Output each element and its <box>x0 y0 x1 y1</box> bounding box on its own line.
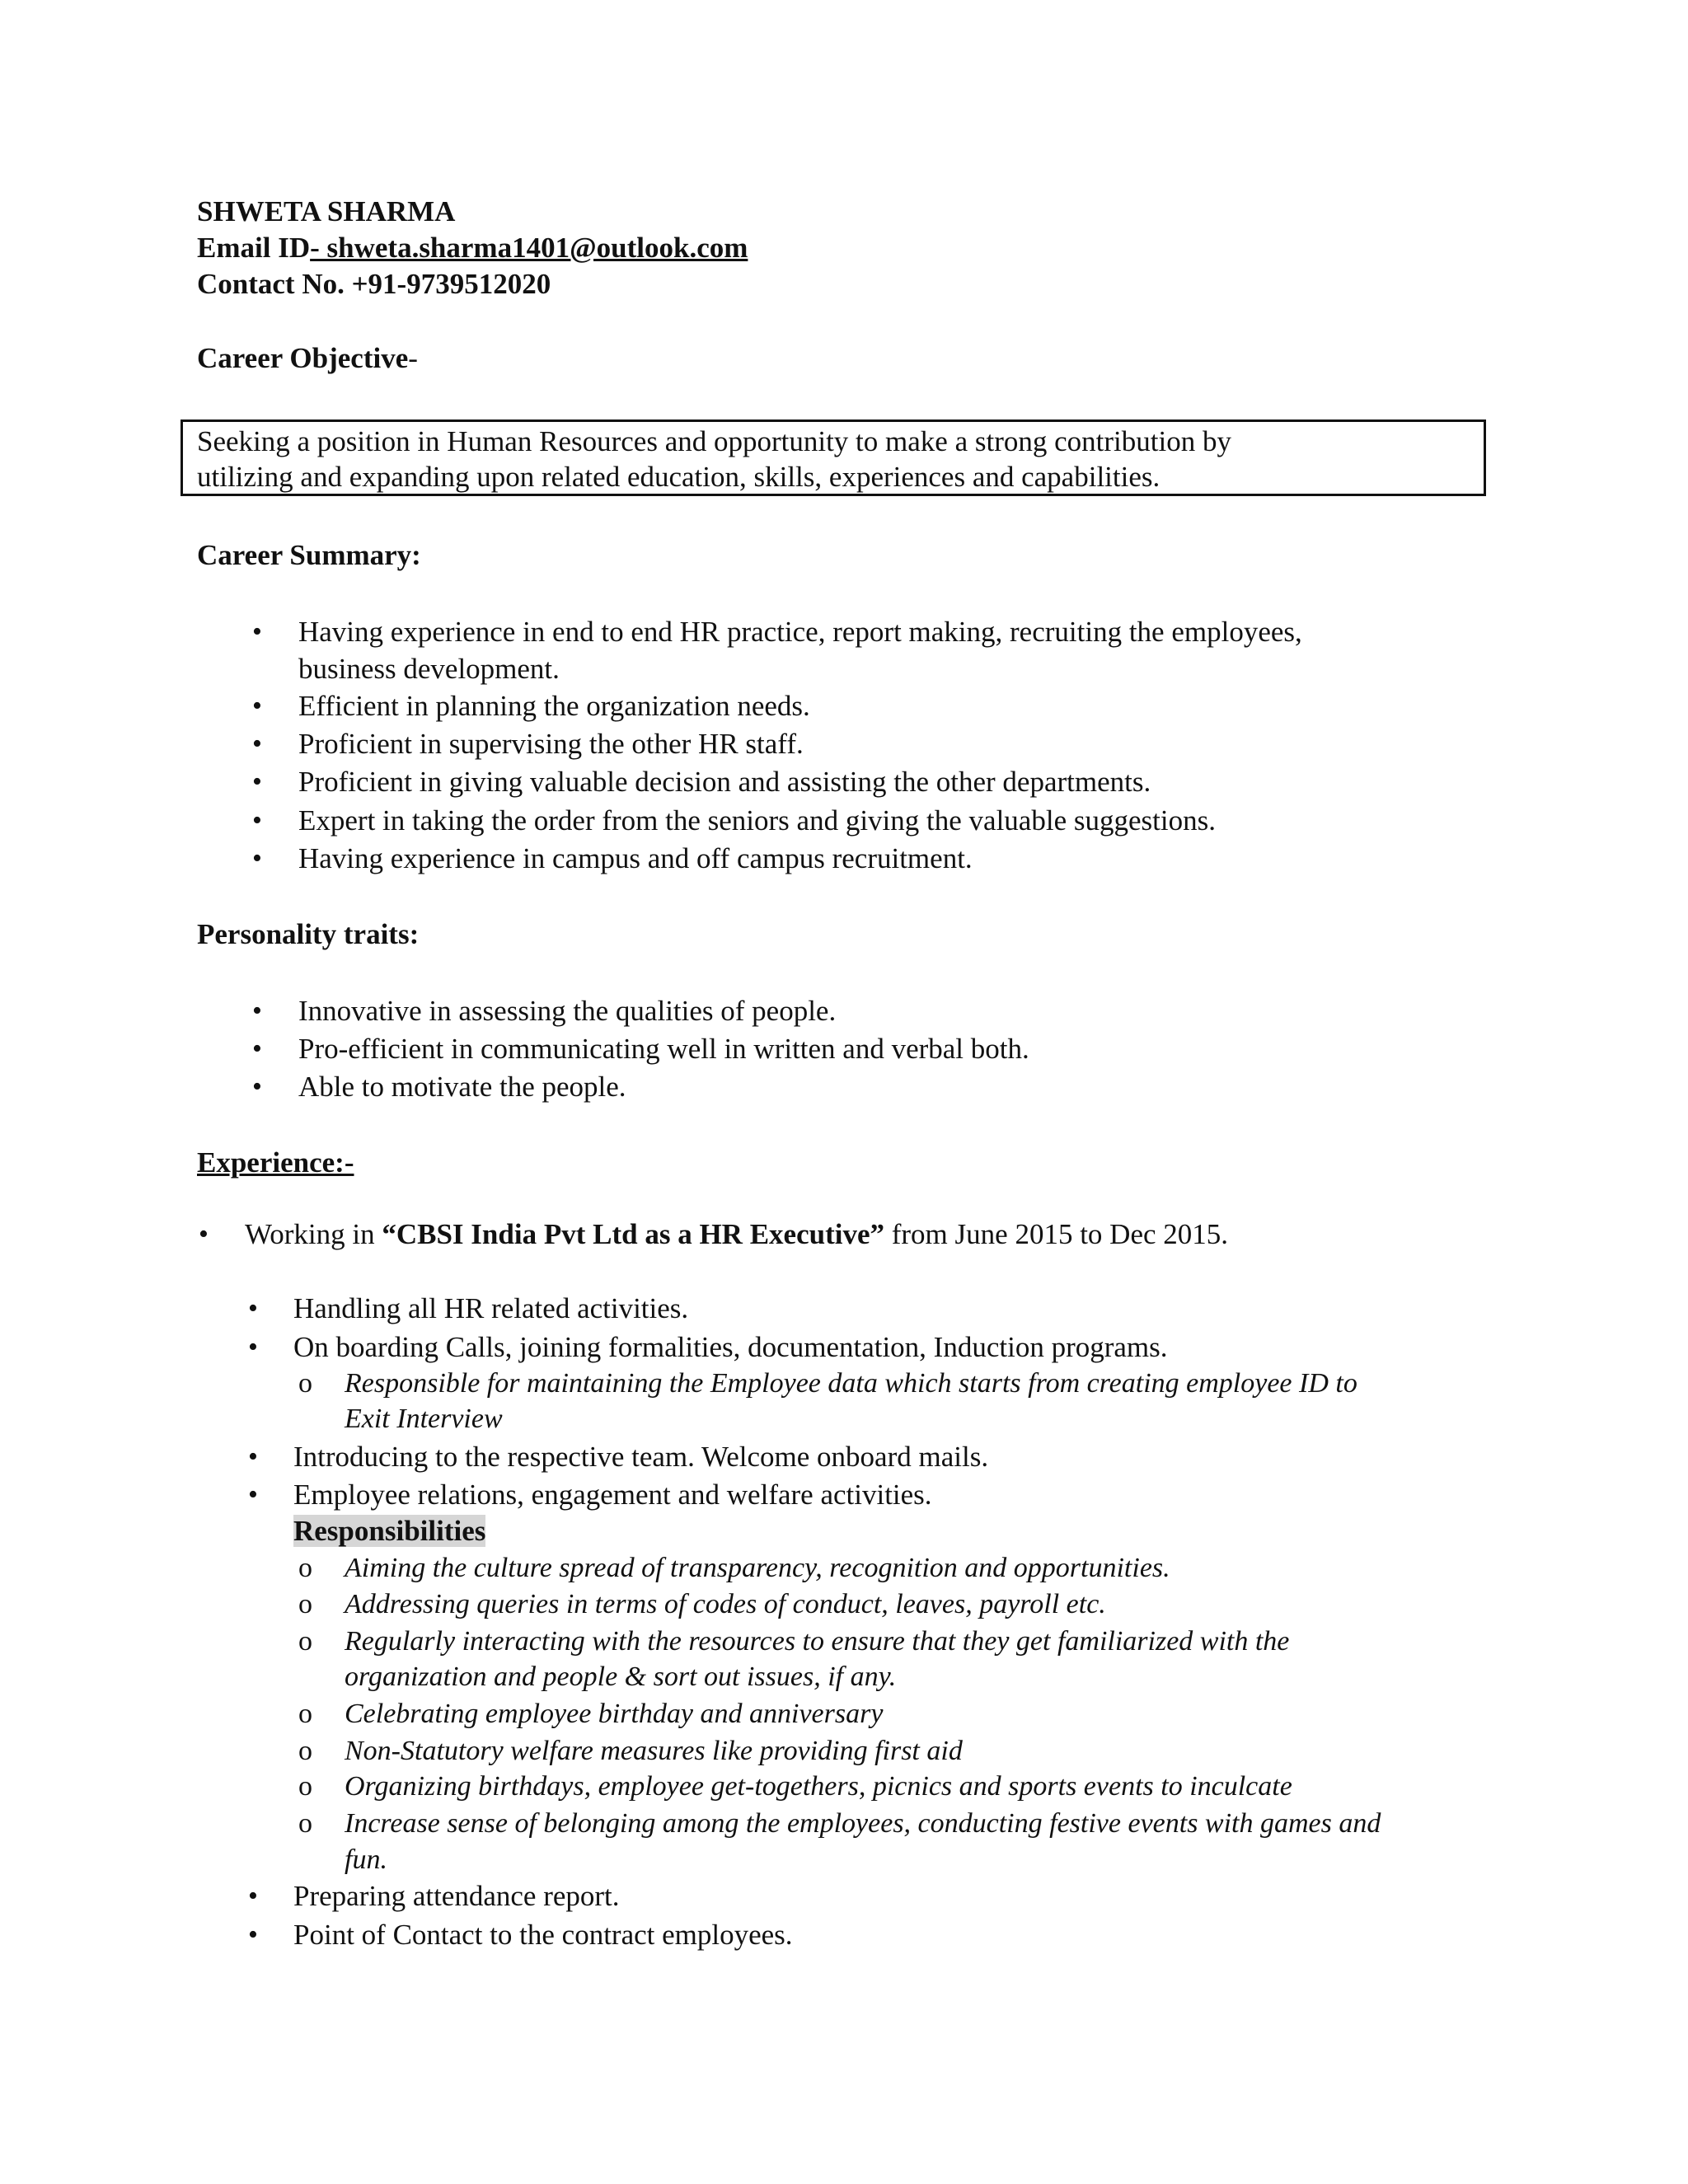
experience-subitem: Exit Interview <box>345 1404 503 1434</box>
responsibility-item: Aiming the culture spread of transparency, recognition and opportunities. <box>345 1553 1170 1583</box>
sub-bullet-icon: o <box>298 1553 312 1583</box>
bullet-icon: • <box>252 996 262 1026</box>
responsibility-item: Non-Statutory welfare measures like providing first aid <box>345 1736 963 1766</box>
summary-item: business development. <box>298 653 560 685</box>
bullet-icon: • <box>252 843 262 874</box>
experience-item: Introducing to the respective team. Welcome onboard mails. <box>293 1441 989 1473</box>
responsibility-item: fun. <box>345 1844 387 1875</box>
candidate-name: SHWETA SHARMA <box>197 195 456 227</box>
personality-heading: Personality traits: <box>197 918 420 950</box>
sub-bullet-icon: o <box>298 1808 312 1839</box>
sub-bullet-icon: o <box>298 1589 312 1619</box>
sub-bullet-icon: o <box>298 1368 312 1399</box>
job-line: Working in “CBSI India Pvt Ltd as a HR Executive” from June 2015 to Dec 2015. <box>245 1218 1229 1250</box>
responsibilities-heading: Responsibilities <box>293 1515 486 1547</box>
career-summary-heading: Career Summary: <box>197 539 421 571</box>
bullet-icon: • <box>252 616 262 647</box>
experience-item: On boarding Calls, joining formalities, documentation, Induction programs. <box>293 1331 1168 1363</box>
summary-item: Having experience in campus and off campus recruitment. <box>298 842 973 874</box>
sub-bullet-icon: o <box>298 1736 312 1766</box>
career-objective-heading: Career Objective- <box>197 342 418 374</box>
bullet-icon: • <box>248 1441 258 1472</box>
experience-item: Employee relations, engagement and welfare activities. <box>293 1479 932 1511</box>
personality-item: Innovative in assessing the qualities of people. <box>298 995 837 1027</box>
email-link[interactable]: - shweta.sharma1401@outlook.com <box>310 232 748 264</box>
experience-heading: Experience:- <box>197 1146 354 1179</box>
bullet-icon: • <box>248 1293 258 1324</box>
bullet-icon: • <box>248 1332 258 1362</box>
responsibility-item: organization and people & sort out issues, if any. <box>345 1661 897 1692</box>
experience-item: Handling all HR related activities. <box>293 1292 689 1324</box>
personality-item: Pro-efficient in communicating well in written and verbal both. <box>298 1033 1029 1065</box>
bullet-icon: • <box>252 1033 262 1064</box>
contact-number: Contact No. +91-9739512020 <box>197 268 551 300</box>
bullet-icon: • <box>252 1071 262 1102</box>
bullet-icon: • <box>252 729 262 759</box>
bullet-icon: • <box>248 1881 258 1911</box>
bullet-icon: • <box>248 1479 258 1510</box>
summary-item: Expert in taking the order from the seniors and giving the valuable suggestions. <box>298 804 1216 837</box>
experience-item: Preparing attendance report. <box>293 1880 620 1912</box>
experience-subitem: Responsible for maintaining the Employee data which starts from creating employee ID to <box>345 1368 1357 1399</box>
bullet-icon: • <box>252 691 262 721</box>
bullet-icon: • <box>252 766 262 797</box>
responsibility-item: Regularly interacting with the resources to ensure that they get familiarized with the <box>345 1626 1290 1657</box>
bullet-icon: • <box>199 1219 209 1249</box>
bullet-icon: • <box>252 805 262 836</box>
responsibility-item: Increase sense of belonging among the employees, conducting festive events with games and <box>345 1808 1381 1839</box>
personality-item: Able to motivate the people. <box>298 1071 626 1103</box>
responsibility-item: Addressing queries in terms of codes of conduct, leaves, payroll etc. <box>345 1589 1106 1619</box>
objective-line-2: utilizing and expanding upon related education, skills, experiences and capabilities. <box>197 461 1160 493</box>
email-line <box>197 230 748 266</box>
bullet-icon: • <box>248 1919 258 1950</box>
job-title: “CBSI India Pvt Ltd as a HR Executive” <box>382 1218 884 1250</box>
summary-item: Efficient in planning the organization needs. <box>298 690 810 722</box>
summary-item: Having experience in end to end HR practice, report making, recruiting the employees, <box>298 616 1302 648</box>
summary-item: Proficient in supervising the other HR staff. <box>298 728 804 760</box>
sub-bullet-icon: o <box>298 1771 312 1802</box>
responsibility-item: Celebrating employee birthday and anniversary <box>345 1699 884 1729</box>
responsibility-item: Organizing birthdays, employee get-togethers, picnics and sports events to inculcate <box>345 1771 1292 1802</box>
email-label: Email ID <box>197 232 311 264</box>
sub-bullet-icon: o <box>298 1626 312 1657</box>
sub-bullet-icon: o <box>298 1699 312 1729</box>
objective-line-1: Seeking a position in Human Resources and opportunity to make a strong contribution by <box>197 425 1231 457</box>
experience-item: Point of Contact to the contract employees. <box>293 1919 793 1951</box>
summary-item: Proficient in giving valuable decision and assisting the other departments. <box>298 766 1151 798</box>
